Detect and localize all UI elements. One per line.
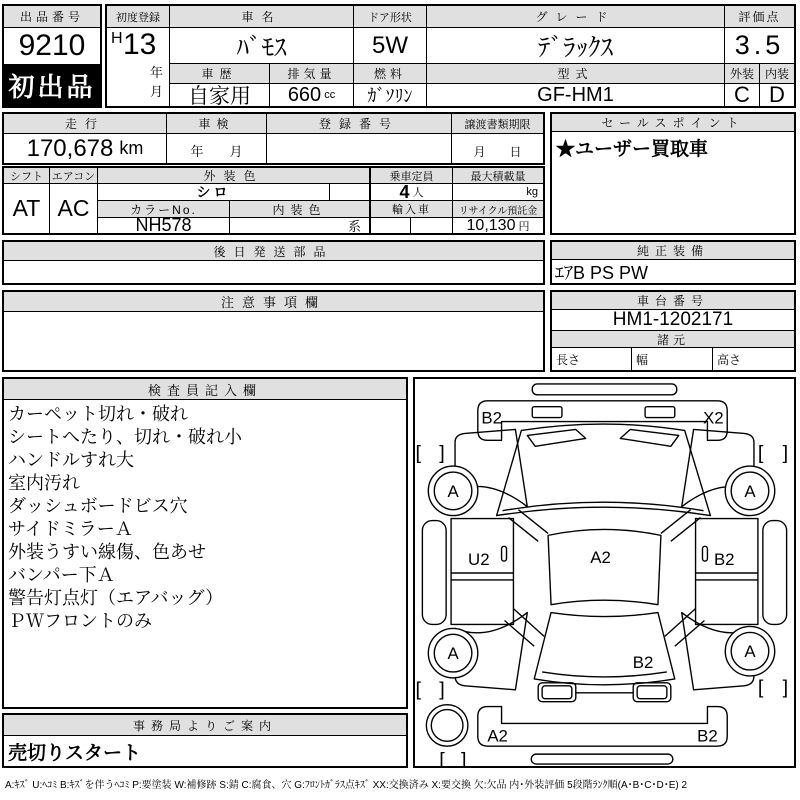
door-right-lines (696, 573, 758, 580)
chassis-spec-box (550, 290, 796, 372)
car-name-label: 車名 (170, 6, 354, 28)
office-box (2, 713, 408, 768)
history-label: 車歴 (170, 64, 270, 84)
recycle-amount: 10,130 (466, 218, 516, 233)
bracket: [ (757, 676, 764, 699)
first-reg-month-unit: 月 (149, 84, 163, 99)
oem-label: 純正装備 (552, 242, 794, 260)
transfer-month-unit: 月 (473, 145, 486, 159)
inspector-note: 警告灯点灯（エアバッグ） (8, 588, 224, 608)
headlight-right (645, 407, 675, 418)
first-reg-era: H (111, 30, 123, 47)
rear-gate-line (542, 672, 667, 677)
sales-point-label: セールスポイント (552, 114, 794, 132)
transfer-value (452, 134, 543, 163)
shaken-label: 車検 (167, 114, 267, 134)
ext-color-label: 外装色 (98, 168, 370, 184)
capacity-label: 乗車定員 (370, 168, 452, 184)
later-parts-box (2, 240, 545, 285)
import-cell-1 (370, 218, 411, 233)
capacity-value (370, 184, 452, 201)
damage-marker-rear-gate: B2 (632, 653, 654, 673)
car-diagram (415, 379, 794, 766)
specs-label: 諸元 (552, 331, 794, 348)
damage-marker-rear-bumper-right: B2 (697, 726, 718, 746)
recycle-value (452, 218, 543, 233)
shift-value: AT (4, 184, 50, 233)
fuel-value: ｶﾞｿﾘﾝ (354, 84, 427, 106)
caution-label: 注意事項欄 (4, 292, 543, 312)
caution-box (2, 290, 545, 372)
damage-marker-wheel-front-right: A (744, 481, 756, 501)
inspector-note: ＰＷフロントのみ (8, 611, 152, 631)
color-no-value: NH578 (98, 218, 230, 233)
color-row (2, 166, 545, 235)
wiper-left (527, 429, 585, 446)
model-label: 型式 (427, 64, 725, 84)
capacity-unit: 人 (412, 187, 424, 199)
cowl-line (503, 502, 704, 510)
later-parts-value (4, 261, 543, 283)
int-color-label: 内装色 (230, 201, 370, 218)
inspector-note: シートへたり、切れ・破れ小 (8, 427, 242, 447)
aircon-label: エアコン (50, 168, 98, 184)
damage-marker-wheel-rear-right: A (744, 642, 756, 662)
interior-grade: D (769, 84, 785, 106)
front-panel (478, 401, 727, 441)
grade-label: グレード (427, 6, 725, 28)
fuel-label: 燃料 (354, 64, 427, 84)
rear-lamp-right-inner (637, 686, 667, 699)
interior-label: 内装 (760, 64, 794, 84)
bracket: [ (757, 442, 764, 465)
door-handle-right (702, 546, 707, 561)
chassis-value: HM1-1202171 (552, 310, 794, 331)
inspector-note: バンパー下Ａ (8, 565, 115, 585)
color-no-label: カラーNo. (98, 201, 230, 218)
recycle-unit: 円 (518, 220, 530, 233)
mileage-row (2, 112, 545, 165)
damage-diagram-box (413, 377, 796, 768)
later-parts-label: 後日発送部品 (4, 242, 543, 261)
rear-bumper (478, 707, 727, 747)
first-reg-year: 13 (123, 28, 157, 61)
inspector-note: 外装うすい線傷、色あせ (8, 542, 206, 562)
sill-right (763, 521, 787, 625)
wiper-right (620, 429, 678, 446)
ext-color-extra-cell (330, 184, 370, 201)
reg-no-value (267, 134, 452, 163)
score-value: 3.5 (725, 28, 794, 64)
damage-marker-roof: A2 (590, 548, 611, 568)
damage-marker-front-left: B2 (481, 408, 502, 428)
inspector-box (2, 377, 408, 709)
front-strip (532, 384, 677, 395)
oem-value: ｴｱB PS PW (555, 262, 649, 283)
auction-no-label: 出品番号 (4, 6, 100, 28)
rear-lamp-left-inner (542, 686, 572, 699)
rear-strip (531, 754, 673, 764)
headlight-left (532, 407, 562, 418)
inspector-note: 室内汚れ (8, 473, 80, 493)
door-handle-left (502, 546, 507, 561)
bracket: [ (415, 442, 421, 465)
payload-value: kg (452, 184, 543, 201)
auction-no-box (2, 4, 102, 108)
damage-marker-right-door: B2 (713, 550, 735, 570)
pillar-front-left (508, 510, 548, 542)
car-name-value: ﾊﾞﾓｽ (170, 28, 354, 64)
reg-no-label: 登録番号 (267, 114, 452, 134)
inspector-note: カーペット切れ・破れ (8, 404, 188, 424)
door-left-lines (451, 573, 513, 580)
bracket: ] (782, 676, 789, 699)
vehicle-header-table (105, 4, 796, 108)
payload-label: 最大積載量 (452, 168, 543, 184)
grade-value: ﾃﾞﾗｯｸｽ (427, 28, 725, 64)
shaken-year-unit: 年 (190, 144, 204, 159)
first-reg-label: 初度登録 (107, 6, 170, 28)
pillar-front-right (661, 510, 701, 542)
displacement-label: 排気量 (270, 64, 354, 84)
inspector-note: サイドミラーＡ (8, 519, 133, 539)
first-exhibit-badge: 初出品 (4, 64, 100, 106)
sales-point-value: ★ユーザー買取車 (556, 138, 709, 160)
sill-left (422, 521, 446, 625)
capacity-number: 4 (399, 184, 410, 201)
shaken-value (167, 134, 267, 163)
displacement-value (270, 84, 354, 106)
displacement-number: 660 (287, 84, 322, 106)
bracket: ] (439, 678, 445, 701)
chassis-label: 車台番号 (552, 292, 794, 310)
door-right (696, 519, 758, 625)
history-value: 自家用 (170, 84, 270, 106)
score-label: 評価点 (725, 6, 794, 28)
bracket: [ (415, 678, 421, 701)
spare-tire-inner (431, 710, 463, 742)
first-reg-cell (107, 28, 170, 106)
damage-marker-wheel-front-left: A (447, 481, 459, 501)
mileage-value (4, 134, 167, 163)
inspector-label: 検査員記入欄 (4, 379, 406, 400)
aircon-value: AC (50, 184, 98, 233)
exterior-grade: C (725, 84, 760, 106)
ext-color-value: シロ (98, 184, 330, 201)
bracket: ] (460, 749, 467, 766)
door-shape-value: 5W (354, 28, 427, 64)
bracket: ] (439, 442, 445, 465)
shift-label: シフト (4, 168, 50, 184)
inspector-note: ハンドルすれ大 (8, 450, 134, 470)
damage-marker-wheel-rear-left: A (447, 644, 459, 664)
mileage-number: 170,678 (26, 134, 114, 162)
office-label: 事務局よりご案内 (4, 715, 406, 736)
transfer-label: 譲渡書類期限 (452, 114, 543, 134)
model-value: GF-HM1 (427, 84, 725, 106)
inspector-note: ダッシュボードビス穴 (8, 496, 188, 516)
displacement-unit: cc (324, 89, 336, 101)
recycle-label: リサイクル預託金 (452, 201, 543, 218)
exterior-label: 外装 (725, 64, 760, 84)
damage-marker-front-right: X2 (703, 408, 724, 428)
spec-height-label: 高さ (717, 352, 742, 367)
bracket: [ (439, 749, 445, 766)
transfer-day-unit: 日 (509, 145, 522, 159)
import-label: 輸入車 (370, 201, 452, 218)
auction-no-value: 9210 (18, 29, 86, 62)
damage-marker-rear-bumper-left: A2 (487, 726, 508, 746)
door-shape-label: ドア形状 (354, 6, 427, 28)
sales-point-box (550, 112, 796, 235)
damage-marker-left-door: U2 (468, 550, 490, 570)
legend-text: A:ｷｽﾞ U:ﾍｺﾐ B:ｷｽﾞを伴うﾍｺﾐ P:要塗装 W:補修跡 S:錆 C:腐食、穴 G:ﾌﾛﾝﾄｶﾞﾗｽ点ｷｽﾞ XX:交換済み X:要交換 欠:欠品 内･外装評価 5段階ﾗﾝｸ順(A･B･C･D･E) 2 (5, 780, 688, 791)
int-color-value: 系 (230, 218, 370, 233)
bracket: ] (782, 442, 789, 465)
office-value: 売切りスタート (8, 743, 142, 764)
damage-markers (447, 409, 756, 746)
inspector-notes (8, 403, 404, 633)
first-reg-year-unit: 年 (149, 65, 163, 80)
caution-value (4, 312, 543, 370)
door-left (451, 519, 513, 625)
mileage-unit: km (119, 138, 144, 158)
spec-width-label: 幅 (632, 348, 713, 370)
shaken-month-unit: 月 (229, 144, 243, 159)
spec-length-label: 長さ (552, 348, 632, 370)
import-cell-2 (411, 218, 452, 233)
oem-equipment-box (550, 240, 796, 285)
mileage-label: 走行 (4, 114, 167, 134)
